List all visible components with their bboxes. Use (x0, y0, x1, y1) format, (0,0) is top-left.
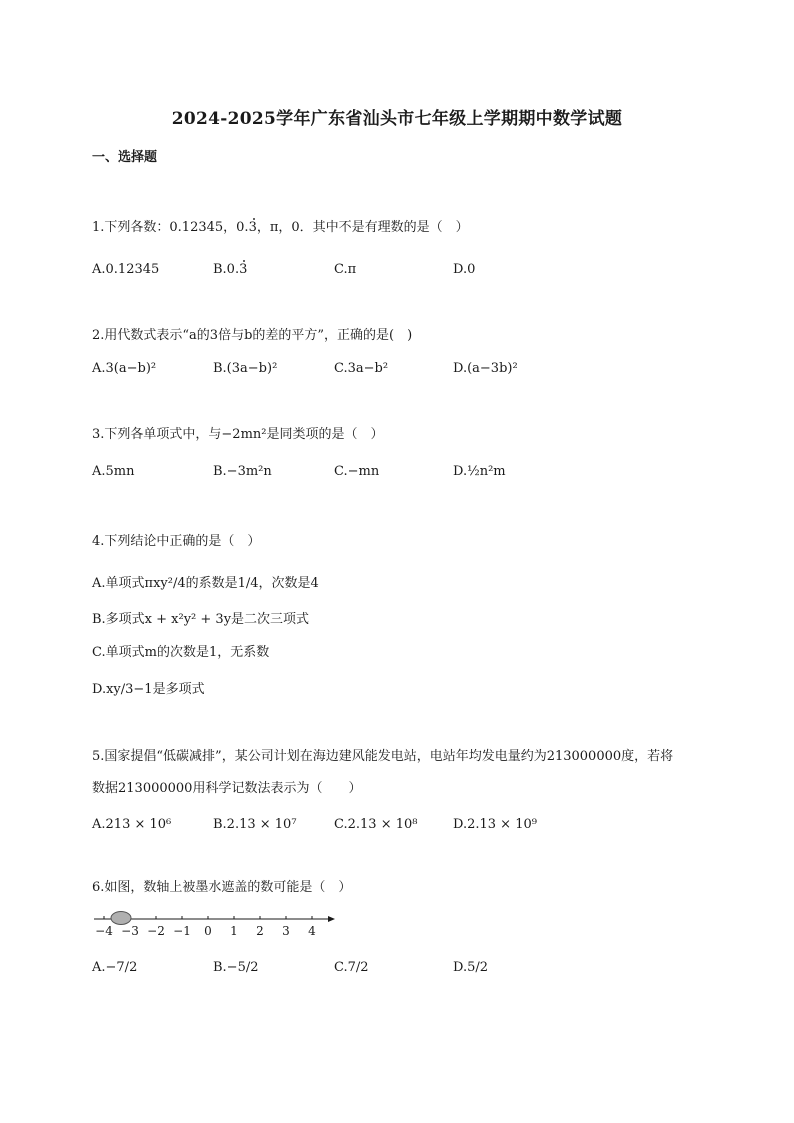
option-b[interactable]: B.0.3 (213, 262, 248, 277)
question-2: 2.用代数式表示“a的3倍与b的差的平方”，正确的是( ) (92, 328, 413, 343)
option-c[interactable]: C.2.13 × 10⁸ (334, 817, 418, 832)
page-title: 2024-2025学年广东省汕头市七年级上学期期中数学试题 (171, 109, 623, 129)
option-a[interactable]: A.3(a−b)² (92, 361, 157, 376)
option-b[interactable]: B.2.13 × 10⁷ (213, 817, 297, 832)
option-d[interactable]: D.½n²m (453, 464, 506, 479)
option-d[interactable]: D.0 (453, 262, 476, 277)
question-3: 3.下列各单项式中，与−2mn²是同类项的是（ ） (92, 427, 384, 442)
option-a[interactable]: A.5mn (92, 464, 135, 479)
option-b[interactable]: B.−5/2 (213, 960, 259, 975)
option-a[interactable]: A.213 × 10⁶ (92, 817, 172, 832)
option-d[interactable]: D.5/2 (453, 960, 489, 975)
option-a[interactable]: A.0.12345 (92, 262, 160, 277)
tick-label: 3 (282, 924, 290, 938)
option-d[interactable]: D.xy/3−1是多项式 (92, 682, 205, 697)
tick-label: 2 (256, 924, 264, 938)
ink-blob (111, 912, 131, 925)
section-heading: 一、选择题 (92, 150, 158, 165)
tick-label: −1 (173, 924, 191, 938)
question-1: 1.下列各数：0.12345，0.3，π，0．其中不是有理数的是（ ） (92, 220, 469, 235)
question-6: 6.如图，数轴上被墨水遮盖的数可能是（ ） (92, 880, 352, 895)
option-c[interactable]: C.单项式m的次数是1，无系数 (92, 645, 270, 660)
option-c[interactable]: C.3a−b² (334, 361, 389, 376)
option-b[interactable]: B.(3a−b)² (213, 361, 278, 376)
tick-label: 1 (230, 924, 238, 938)
question-5-line-1: 5.国家提倡“低碳减排”，某公司计划在海边建风能发电站，电站年均发电量约为213000000度，若将 (92, 749, 674, 764)
option-d[interactable]: D.2.13 × 10⁹ (453, 817, 537, 832)
tick-label: −4 (95, 924, 113, 938)
option-a[interactable]: A.−7/2 (92, 960, 138, 975)
option-c[interactable]: C.−mn (334, 464, 380, 479)
number-line-figure (90, 906, 340, 940)
tick-label: 4 (308, 924, 316, 938)
arrow-right-icon (328, 916, 335, 922)
option-c[interactable]: C.π (334, 262, 357, 277)
tick-label: −2 (147, 924, 165, 938)
option-b[interactable]: B.−3m²n (213, 464, 272, 479)
tick-label: −3 (121, 924, 139, 938)
question-4: 4.下列结论中正确的是（ ） (92, 534, 261, 549)
option-d[interactable]: D.(a−3b)² (453, 361, 518, 376)
option-b[interactable]: B.多项式x + x²y² + 3y是二次三项式 (92, 612, 310, 627)
option-c[interactable]: C.7/2 (334, 960, 369, 975)
question-5-line-2: 数据213000000用科学记数法表示为（ ） (92, 781, 362, 796)
option-a[interactable]: A.单项式πxy²/4的系数是1/4，次数是4 (92, 576, 319, 591)
tick-label: 0 (204, 924, 212, 938)
